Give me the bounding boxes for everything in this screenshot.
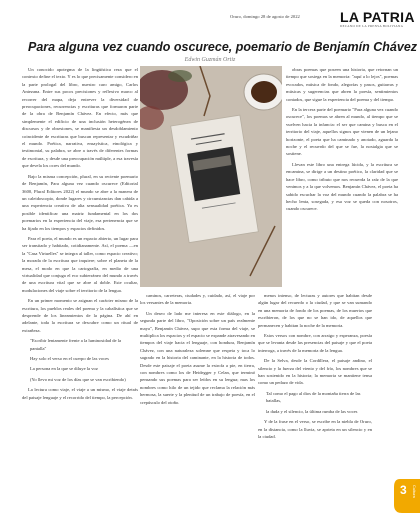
article-paragraph: Y de la frase en el verso, se escribe en la niebla de Oruro, en la distancia, como la lluvia, se aprieta en un silencio y en la ciudad. [258, 419, 372, 439]
article-column-1 [22, 66, 138, 521]
newspaper-tagline: DECANO DE LA PRENSA BOLIVIANA [340, 24, 404, 28]
section-label: Cultura [412, 485, 417, 498]
article-paragraph: caminos, carreteras, ciudades y, cuidado, así, el viaje por los versantes de la memoria. [140, 293, 255, 306]
page-number: 3 [400, 483, 407, 497]
article-paragraph: "Escribir lentamente frente a la luminosidad de la pantalla" [30, 338, 122, 351]
article-paragraph: la duda y el silencio, la última rumba de las voces [266, 408, 358, 414]
article-paragraph: Llevan este libro una entrega lúcida, y la escritura se encamina, se dirige a un destino poético, la claridad que se hace libro, como tributo que nos recuerda la raíz de la que venimos y a la que volvemos. Benjamín Chávez, el poeta ha sabido escuchar la voz del mundo cuando la palabra se ha hecho lenta, sosegada, y esa voz se queda con nosotros, cuando oscurece. [286, 161, 398, 212]
article-column-4 [286, 66, 398, 292]
leaf-shape [168, 70, 192, 82]
article-paragraph: Bajo la misma concepción, plural, en su reciente poemario de Benjamín, Para alguna vez cuando oscurece (Editorial 3600, Plural Editores 2022) el mundo se abre a la manera de un caleidoscopio, donde lugares y circunstancias dan cabida a una experiencia creativa de alta sensualidad poética. Ya es posible identificar una matriz fundamental en los dos poemarios en la experiencia del viaje, esa pertenencia que se ha fijado en los tiempos y espacios definidos. [22, 173, 138, 231]
book-photo-illustration [140, 66, 282, 287]
article-paragraph: (Yo llevo mi voz de los días que se van escribiendo) [30, 376, 126, 382]
article-paragraph: La persona en la que se diluye la voz [30, 366, 98, 372]
article-paragraph: De la Selva, desde la Cordillera, el paisaje andino, el silencio y la fuerza del viento y del frío, los nombres que se han sostenido en la historia; la memoria se mantiene tensa como un pedazo de vida. [258, 358, 372, 386]
article-paragraph: obras poemas que poseen una historia, que retornan un tiempo que sosiega en la memoria: "aquí a lo lejos", poemas evocados, música de fondo, alegorías y pasos, guitarras y músicas y sugerencias que abren la poesía, sentimientos contados, que sigue la experiencia del poema y del tiempo. [286, 67, 398, 102]
issue-date: Oruro, domingo 28 de agosto de 2022 [230, 14, 300, 19]
article-paragraph: En un primer momento se asignan el carácter mismo de la escritura, los pueblos reales del poema y la cabalística que se desprende de los lineamientos de la página. De ahí en adelante, toda la escritura se descubre como un ritual de extrañeza. [22, 298, 138, 333]
article-paragraph: Para el poeta, el mundo es un espacio abierto, un lugar para ser transitado y habitado, cotidianamente. Así, el poema —en la "Casa Virtuelles" se integra al taller, como espacio creativo; la morada de la escritura que inquiere; sobre el planeta de la mesa, el modo en que la cartografía, en medio de una virtualidad que conjuga el eco subterráneo del mundo a través de una escritura vital que se abre al doble. Este ocultar, modulaciones del viaje sobre el territorio de la lengua. [22, 235, 138, 293]
coffee-liquid [251, 81, 277, 103]
article-paragraph: menos intenso, de lecturas y autores que habitan desde algún lugar del recuerdo o la ciudad, y que se van sumando en una memoria de fondo de los poemas, de los muertos que escribieron, de los que no se han ido, de aquellos que permanecen y habitan la noche de la memoria. [258, 293, 372, 328]
article-paragraph: La lectura como viaje, el viaje a un mismo, el viaje detrás del paisaje lenguaje y el recorrido del tiempo, la percepción. [22, 387, 138, 400]
book-cover-art [187, 147, 240, 202]
newspaper-logo[interactable]: LA PATRIA [340, 9, 415, 25]
article-paragraph: Tal como el pago al dios de la montaña tierra de las batallas, [266, 390, 361, 404]
article-paragraph: En la tercera parte del poemario "Para alguna vez cuando oscurece", los poemas se abren al mundo, al tiempo que se vuelven hacia la infancia: el ser que camina y busca en el territorio del viaje, aquellos signos que vienen de un lejano horizonte, el poeta que ha caminado y anotado, aguarda la noche y el recuerdo del que se fue, la nostalgia que se sostiene. [286, 107, 398, 157]
article-column-2 [140, 292, 255, 521]
article-title: Para alguna vez cuando oscurece, poemario de Benjamín Chávez [28, 40, 418, 54]
page-header [0, 6, 420, 26]
page-number-tab [394, 479, 420, 513]
book-cover-photo [140, 66, 282, 287]
article-author: Edwin Guzmán Ortiz [184, 57, 236, 63]
article-column-3 [258, 292, 372, 521]
article-paragraph: Un deseo de lado me interesa en este diálogo, en la segunda parte del libro, "Oposición sobre un país realmente maya", Benjamín Chávez, supo que esta forma del viaje, se multiplica los espacios y el espacio se expande atravesando en tiempos del viaje hacia el lenguaje, con hondura, Benjamín Chávez, con una naturaleza solemne que respeta y toca lo sagrado en la historia del caminante, en la historia de todos. Desde este paisaje el poeta asume la estrofa a pie, en tierra, con nombres como los de Heidegger y Celan, que terminó pensando sus poemas para ser leídos en su lengua; mas los nombres como hilo de un tejido que reclama la relación más hermosa, la suerte y la plenitud de un trabajo de poesía, en el crepúsculo del otoño. [140, 310, 255, 405]
article-paragraph: Hay solo el verso en el cuerpo de las voces [30, 356, 109, 362]
article-paragraph: Estos versos con nombre, con arraigo y esperanza, poesía que se levanta desde las presencias del paisaje y que el poeta interroga, a través de la memoria de la lengua. [258, 333, 372, 353]
article-paragraph: Un conocido apotegma de la lingüística reza que el contexto define el texto. Y es lo que precisamente considero en la parte prologal del libro, nuestro caro amigo, Carlos Antezana. Entre sus pocos precisiones y reflexivo marco al recorrer del mapa, deja entrever la diversidad de preocupaciones, recurrencias y escrituras que formaron parte de la obra de Benjamín Chávez. En efecto, más que simplemente el edificio de una inclusión heterogénea de discursos y de obsesiones, se manifiesta un desdoblamiento coincidente de escrituras que buscan representar y escudriñar el mundo. Poética, narrativa, ensayística, etnológica y testimonial, su palabra, se abre a través de diferentes formas de escritura, y desde una preocupación múltiple, a esa travesía que devela los ocres del mundo. [22, 67, 138, 169]
